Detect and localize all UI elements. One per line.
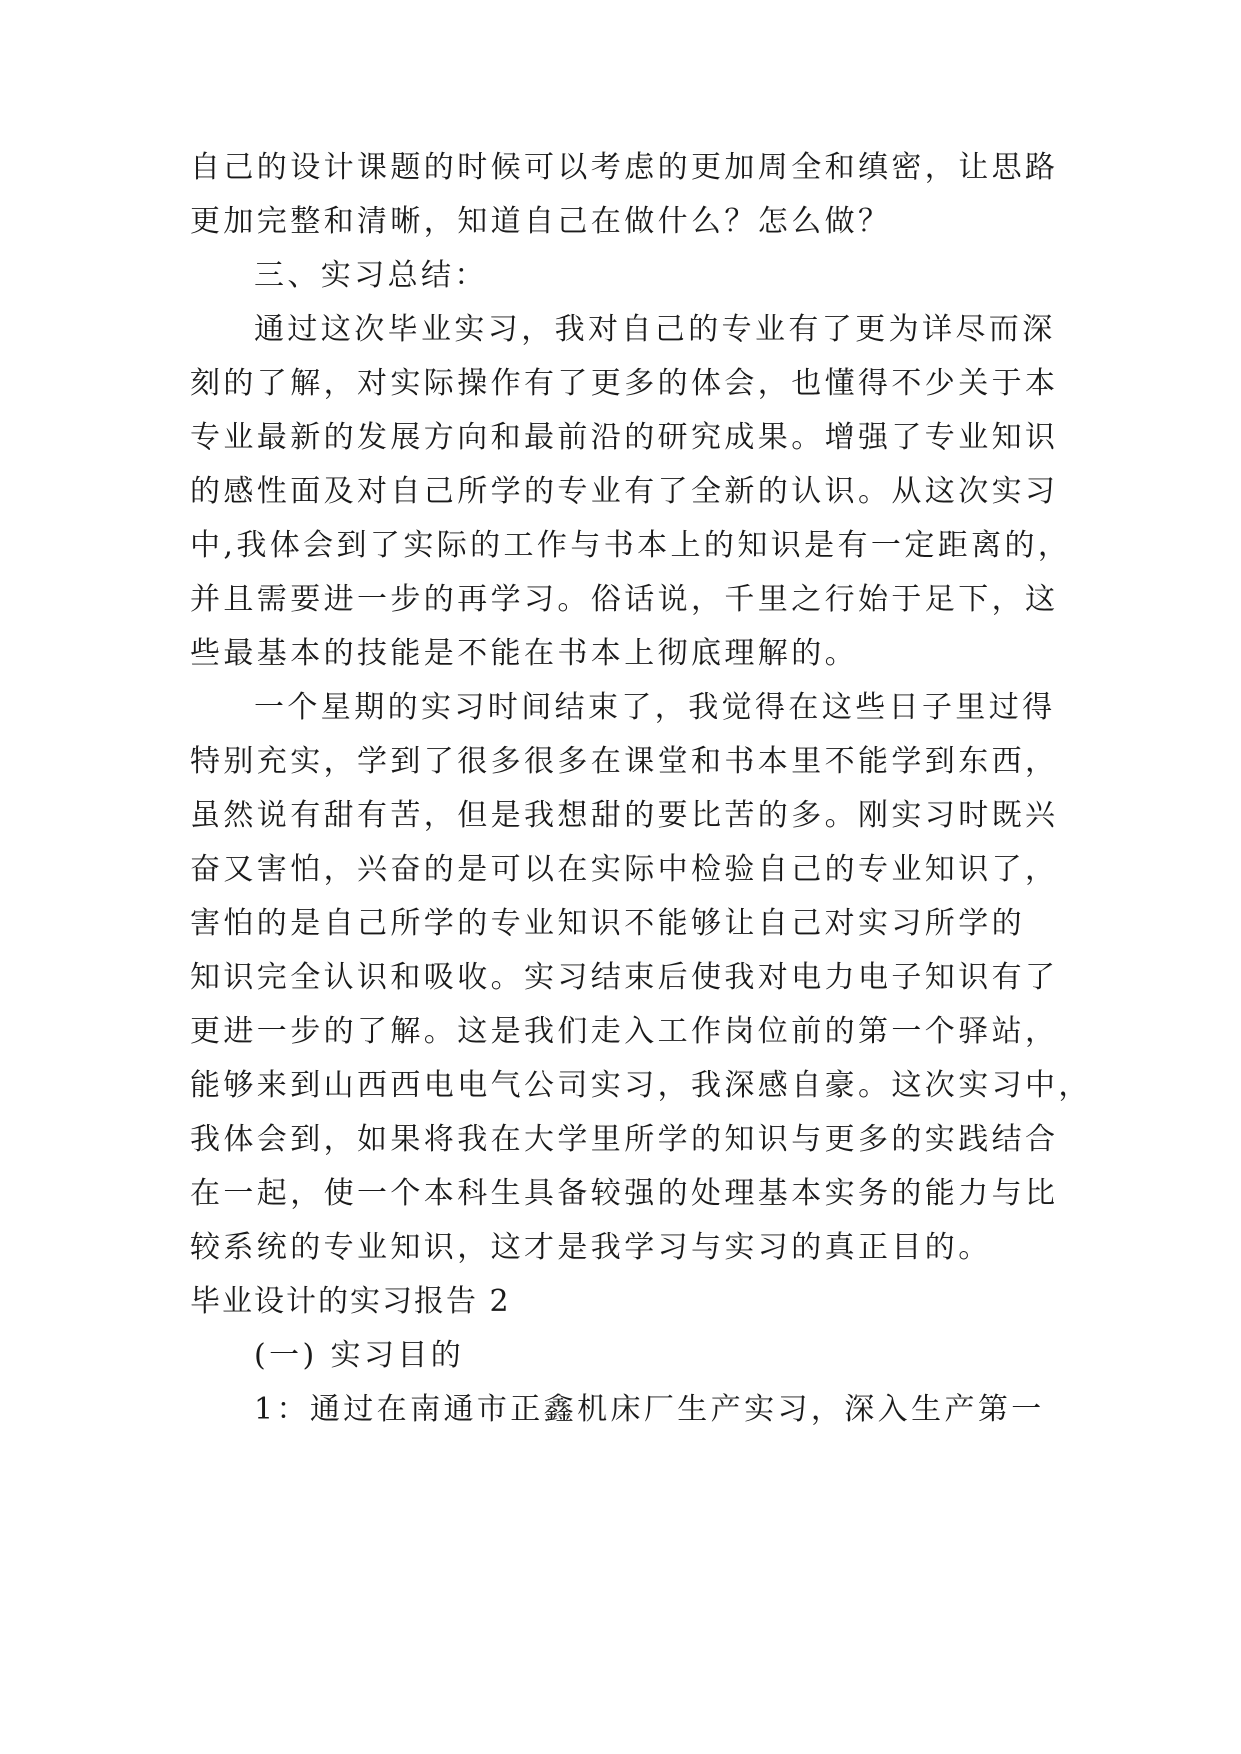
text-line: 更进一步的了解。这是我们走入工作岗位前的第一个驿站， <box>190 1014 1059 1049</box>
text-line: 我体会到，如果将我在大学里所学的知识与更多的实践结合 <box>190 1122 1059 1157</box>
text-line: 的感性面及对自己所学的专业有了全新的认识。从这次实习 <box>190 474 1059 509</box>
text-line: 害怕的是自己所学的专业知识不能够让自己对实习所学的 <box>190 906 1025 941</box>
paragraph-start: 一个星期的实习时间结束了，我觉得在这些日子里过得 <box>254 690 1056 725</box>
text-line: 知识完全认识和吸收。实习结束后使我对电力电子知识有了 <box>190 960 1059 995</box>
text-line: 自己的设计课题的时候可以考虑的更加周全和缜密，让思路 <box>190 150 1059 185</box>
text-line: 较系统的专业知识，这才是我学习与实习的真正目的。 <box>190 1230 992 1265</box>
paragraph-start: 通过这次毕业实习，我对自己的专业有了更为详尽而深 <box>254 312 1056 347</box>
text-line: 并且需要进一步的再学习。俗话说，千里之行始于足下，这 <box>190 582 1059 617</box>
text-line: 特别充实，学到了很多很多在课堂和书本里不能学到东西， <box>190 744 1059 779</box>
paragraph-start: 1：通过在南通市正鑫机床厂生产实习，深入生产第一 <box>254 1392 1045 1427</box>
text-line: 虽然说有甜有苦，但是我想甜的要比苦的多。刚实习时既兴 <box>190 798 1059 833</box>
text-line: 刻的了解，对实际操作有了更多的体会，也懂得不少关于本 <box>190 366 1059 401</box>
text-line: 中,我体会到了实际的工作与书本上的知识是有一定距离的， <box>190 528 1072 563</box>
section-heading: 三、实习总结： <box>254 258 488 293</box>
text-line: 些最基本的技能是不能在书本上彻底理解的。 <box>190 636 858 671</box>
text-line: 专业最新的发展方向和最前沿的研究成果。增强了专业知识 <box>190 420 1059 455</box>
document-title: 毕业设计的实习报告 2 <box>190 1284 511 1319</box>
text-line: 在一起，使一个本科生具备较强的处理基本实务的能力与比 <box>190 1176 1059 1211</box>
section-heading: (一) 实习目的 <box>254 1338 465 1373</box>
text-line: 更加完整和清晰，知道自己在做什么？怎么做？ <box>190 204 892 239</box>
text-line: 能够来到山西西电电气公司实习，我深感自豪。这次实习中， <box>190 1068 1092 1103</box>
text-line: 奋又害怕，兴奋的是可以在实际中检验自己的专业知识了， <box>190 852 1059 887</box>
